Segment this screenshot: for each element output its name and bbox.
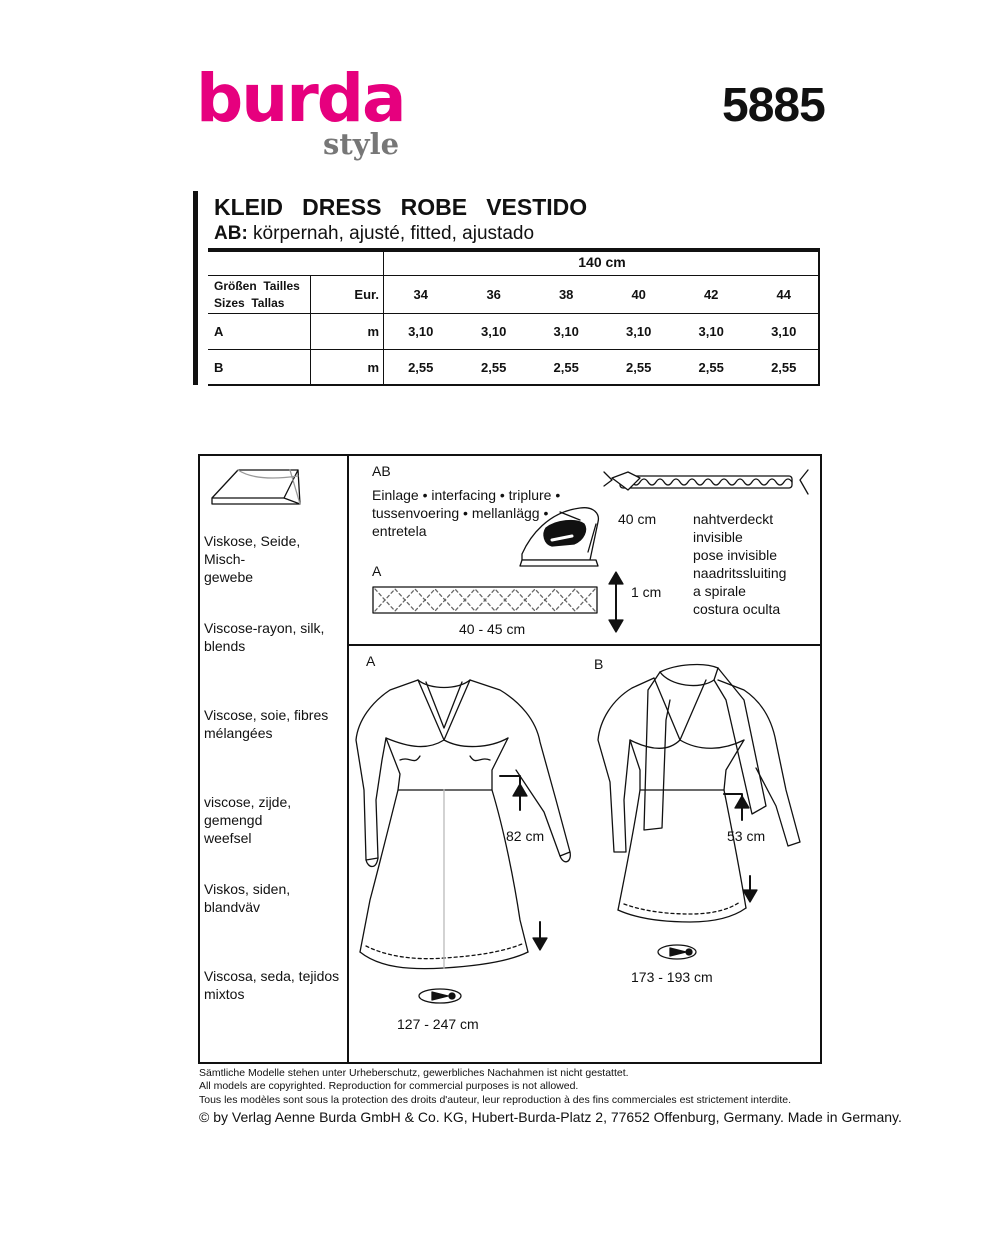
pattern-number: 5885: [722, 79, 825, 132]
table-cell: 3,10: [384, 314, 458, 350]
notions-view-label: AB: [372, 463, 391, 479]
footer-copyright: © by Verlag Aenne Burda GmbH & Co. KG, Hubert-Burda-Platz 2, 77652 Offenburg, Germany. Made in Germany.: [199, 1109, 902, 1126]
strip-height-arrow: [609, 572, 623, 632]
table-cell: 2,55: [626, 360, 652, 375]
zipper-description: nahtverdeckt invisible pose invisible naadritssluiting a spirale costura oculta: [693, 511, 787, 617]
dress-b-drawing: [598, 665, 800, 922]
iron-icon: [520, 508, 598, 566]
dress-a-length-arrow: [500, 776, 547, 950]
fabric-width: 140 cm: [384, 248, 821, 276]
fabric-fr: Viscose, soie, fibres mélangées: [204, 707, 329, 741]
size-header-label: Größen Tailles Sizes Tallas: [208, 276, 311, 314]
footer-line-fr: Tous les modèles sont sous la protection des droits d'auteur, leur reproduction à des fins commerciales est strictement interdite.: [199, 1093, 792, 1106]
dress-b-length-arrow: [724, 794, 757, 902]
table-cell: 3,10: [675, 314, 748, 350]
interfacing-text: Einlage • interfacing • triplure • tussenvoering • mellanlägg • entretela: [372, 487, 561, 539]
fabric-sv: Viskos, siden, blandväv: [204, 881, 291, 915]
table-cell: 3,10: [747, 314, 820, 350]
view-a-hem-width: 127 - 247 cm: [397, 1016, 479, 1032]
view-b-label: B: [594, 656, 604, 672]
table-cell: 2,55: [771, 360, 797, 375]
fabric-es: Viscosa, seda, tejidos mixtos: [204, 968, 340, 1002]
view-b-hem-width: 173 - 193 cm: [631, 969, 713, 985]
fabric-nl: viscose, zijde, gemengd weefsel: [204, 794, 292, 846]
size-44: 44: [747, 276, 820, 314]
table-cell: 2,55: [481, 360, 507, 375]
view-a-label: A: [366, 653, 376, 669]
table-cell: 2,55: [408, 360, 434, 375]
copyright-footer: [199, 1067, 902, 1126]
hem-width-icon-a: [419, 989, 461, 1003]
strip-view-label: A: [372, 563, 382, 579]
size-38: 38: [530, 276, 603, 314]
size-34: 34: [384, 276, 458, 314]
dress-a-drawing: [356, 680, 570, 969]
garment-title: KLEID DRESS ROBE VESTIDO: [214, 194, 588, 220]
size-36: 36: [457, 276, 530, 314]
table-cell: 3,10: [530, 314, 603, 350]
zipper-length: 40 cm: [618, 511, 657, 527]
table-cell: 3,10: [602, 314, 675, 350]
table-cell: 2,55: [698, 360, 724, 375]
strip-length: 40 - 45 cm: [459, 621, 526, 637]
view-label: B: [208, 350, 311, 386]
footer-line-de: Sämtliche Modelle stehen unter Urheberschutz, gewerbliches Nachahmen ist nicht gestattet.: [199, 1067, 629, 1079]
fabric-de: Viskose, Seide, Misch- gewebe: [204, 533, 301, 585]
view-a-length: 82 cm: [506, 828, 545, 844]
footer-line-en: All models are copyrighted. Reproduction for commercial purposes is not allowed.: [199, 1080, 579, 1093]
view-label: A: [208, 314, 311, 350]
table-cell: 2,55: [553, 360, 579, 375]
strip-height: 1 cm: [631, 584, 662, 600]
hem-width-icon-b: [658, 945, 696, 959]
style-logo: style: [323, 127, 400, 161]
table-cell: 3,10: [457, 314, 530, 350]
zipper-icon: [604, 470, 808, 494]
unit-label: m: [311, 350, 384, 386]
unit-label: m: [311, 314, 384, 350]
burda-logo: burda: [196, 60, 405, 137]
fabric-bolt-icon: [212, 470, 300, 504]
size-42: 42: [675, 276, 748, 314]
size-40: 40: [602, 276, 675, 314]
fit-prefix: AB:: [214, 223, 248, 244]
size-system: Eur.: [311, 276, 384, 314]
view-b-length: 53 cm: [727, 828, 766, 844]
fit-text: körpernah, ajusté, fitted, ajustado: [247, 223, 535, 244]
fabric-en: Viscose-rayon, silk, blends: [204, 620, 325, 654]
interfacing-strip: [373, 587, 597, 613]
